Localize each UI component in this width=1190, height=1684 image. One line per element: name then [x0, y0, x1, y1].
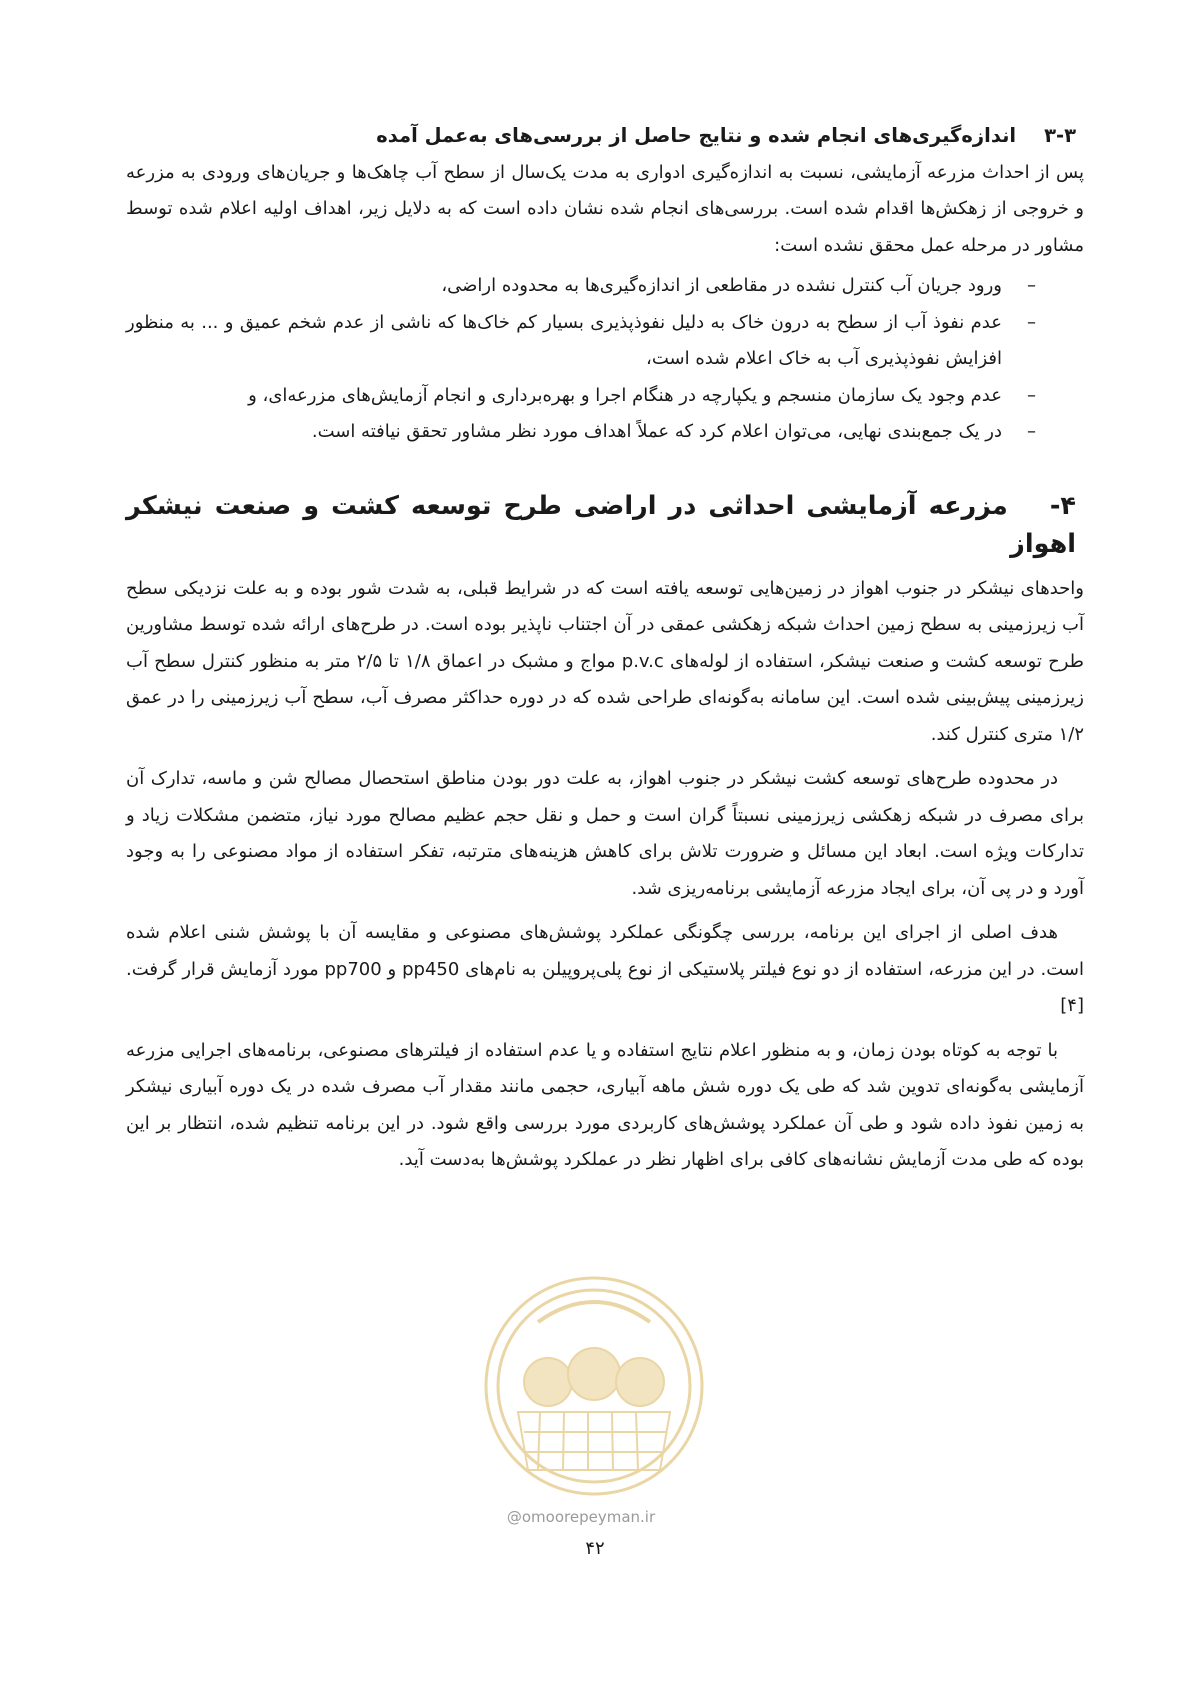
section-4-number: ۴- [1049, 490, 1076, 521]
section-4-title: مزرعه آزمایشی احداثی در اراضی طرح توسعه کشت و صنعت نیشکر اهواز [126, 490, 1076, 559]
list-item-text: عدم نفوذ آب از سطح به درون خاک به دلیل نفوذپذیری بسیار کم خاک‌ها که ناشی از عدم شخم عمیق و ... به منظور افزایش نفوذپذیری آب به خاک اعلام شده است، [126, 311, 1002, 369]
section-3-3-number: ۳-۳ [1044, 124, 1076, 147]
list-item [126, 414, 1036, 451]
section-4-heading [126, 487, 1084, 563]
section-4-paragraph-3: هدف اصلی از اجرای این برنامه، بررسی چگونگی عملکرد پوشش‌های مصنوعی و مقایسه آن با پوشش شنی اعلام شده است. در این مزرعه، استفاده از دو نوع فیلتر پلاستیکی از نوع پلی‌پروپیلن به نام‌های pp450 و pp700 مورد آزمایش قرار گرفت. [۴] [126, 922, 1085, 1016]
section-4-paragraph-2: در محدوده طرح‌های توسعه کشت نیشکر در جنوب اهواز، به علت دور بودن مناطق استحصال مصالح شن و ماسه، تدارک آن برای مصرف در شبکه زهکشی زیرزمینی نسبتاً گران است و حمل و نقل حجم عظیم مصالح مورد نیاز، متضمن مشکلات زیاد و تدارکات ویژه است. ابعاد این مسائل و ضرورت تلاش برای کاهش هزینه‌های مترتبه، تفکر استفاده از مواد مصنوعی را به وجود آورد و در پی آن، برای ایجاد مزرعه آزمایشی برنامه‌ریزی شد. [126, 768, 1084, 899]
dash-marker: – [1027, 384, 1036, 406]
page-body [126, 118, 1084, 1179]
section-3-3-intro: پس از احداث مزرعه آزمایشی، نسبت به اندازه‌گیری ادواری به مدت یک‌سال از سطح آب چاهک‌ها و جریان‌های ورودی به مزرعه و خروجی از زهکش‌ها اقدام شده است. بررسی‌های انجام شده نشان داده است که به دلایل زیر، اهداف اولیه اعلام شده توسط مشاور در مرحله عمل محقق نشده است: [126, 161, 1084, 256]
list-item-text: ورود جریان آب کنترل نشده در مقاطعی از اندازه‌گیری‌ها به محدوده اراضی، [441, 275, 1002, 296]
section-3-3-heading [126, 118, 1084, 155]
dash-marker: – [1027, 311, 1036, 333]
dash-marker: – [1027, 421, 1036, 442]
section-3-3-bullet-list [126, 268, 1084, 451]
page-number: ۴۲ [585, 1538, 605, 1559]
section-4-paragraph-1: واحدهای نیشکر در جنوب اهواز در زمین‌هایی توسعه یافته است که در شرایط قبلی، به شدت شور بوده و به علت نزدیکی سطح آب زیرزمینی به سطح زمین احداث شبکه زهکشی عمقی در آن اجتناب ناپذیر بوده است. در طرح‌های ارائه شده توسط مشاورین طرح توسعه کشت و صنعت نیشکر، استفاده از لوله‌های p.v.c مواج و مشبک در اعماق ۱/۸ تا ۲/۵ متر به منظور کنترل سطح آب زیرزمینی پیش‌بینی شده است. این سامانه به‌گونه‌ای طراحی شده که در دوره حداکثر مصرف آب، سطح آب زیرزمینی را در عمق ۱/۲ متری کنترل کند. [126, 577, 1084, 745]
watermark-logo [478, 1262, 710, 1510]
section-3-3-title: اندازه‌گیری‌های انجام شده و نتایج حاصل از بررسی‌های به‌عمل آمده [376, 124, 1017, 147]
section-4-paragraph-4: با توجه به کوتاه بودن زمان، و به منظور اعلام نتایج استفاده و یا عدم استفاده از فیلترهای مصنوعی، برنامه‌های اجرایی مزرعه آزمایشی به‌گونه‌ای تدوین شد که طی یک دوره شش ماهه آبیاری، حجمی مانند مقدار آب مصرف شده در یک دوره آبیاری نیشکر به زمین نفوذ داده شود و طی آن عملکرد پوشش‌های کاربردی مورد بررسی واقع شود. در این برنامه تنظیم شده، انتظار بر این بوده که طی مدت آزمایش نشانه‌های کافی برای اظهار نظر در عملکرد پوشش‌ها به‌دست آید. [126, 1039, 1084, 1170]
list-item-text: عدم وجود یک سازمان منسجم و یکپارچه در هنگام اجرا و بهره‌برداری و انجام آزمایش‌های مزرعه‌ای، و [248, 384, 1002, 406]
list-item [126, 378, 1036, 415]
list-item [126, 305, 1036, 378]
list-item [126, 268, 1036, 305]
list-item-text: در یک جمع‌بندی نهایی، می‌توان اعلام کرد که عملاً اهداف مورد نظر مشاور تحقق نیافته است. [311, 421, 1002, 442]
dash-marker: – [1027, 275, 1036, 296]
watermark-text: @omoorepeyman.ir [506, 1508, 656, 1526]
